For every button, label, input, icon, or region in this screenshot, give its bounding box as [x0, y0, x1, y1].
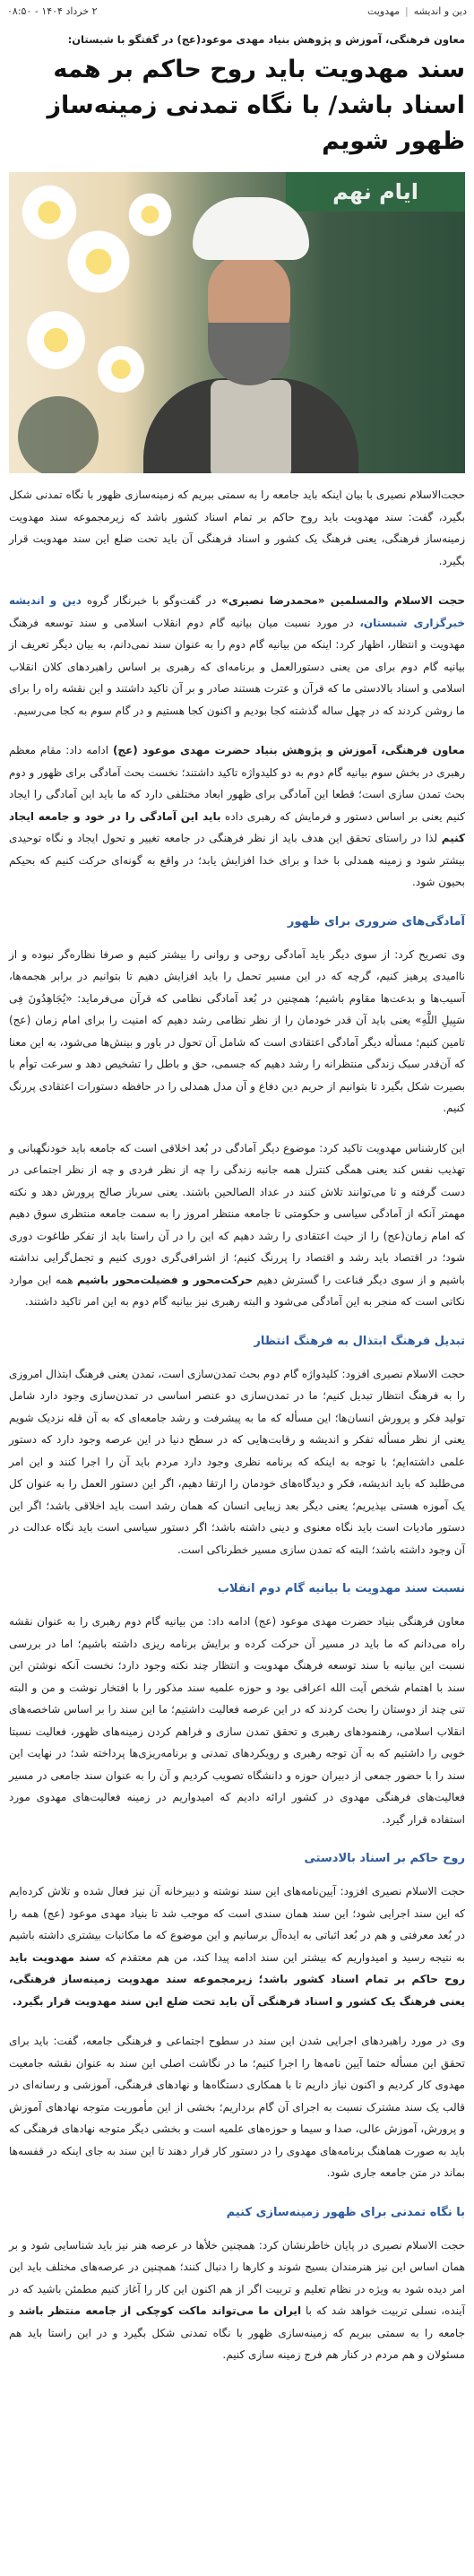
- section-heading-1: آمادگی‌های ضروری برای ظهور: [287, 914, 465, 929]
- photo-banner: ایام نهم: [286, 172, 465, 212]
- paragraph-2: معاون فرهنگی، آموزش و پژوهش بنیاد حضرت مهدی موعود (عج) ادامه داد: مقام معظم رهبری در بخش سوم بیانیه گام دوم به دو کلیدواژه تاکید داشتند؛ نخست بحث آمادگی برای ظهور و دوم بحث تمدن سازی است؛ قطعا این آمادگی برای ظهور ابعاد مختلفی دارد که ما باید این آمادگی را ایجاد کنیم یعنی بر اساس دستور و فرمایش که رهبری داده باید این آمادگی را در خود و جامعه ایجاد کنیم لذا در راستای تحقق این هدف باید از نظر فرهنگی در جامعه تغییر و تحول ایجاد و نگاه توحیدی بیشتر شود و زمینه همدلی با خدا و برای خدا افزایش یابد؛ در واقع به گونه‌ای حرکت کنیم که بحیکم بحیون شود.: [9, 744, 465, 888]
- breadcrumb-section[interactable]: دین و اندیشه: [413, 4, 467, 17]
- paragraph-6: معاون فرهنگی بنیاد حضرت مهدی موعود (عج) ادامه داد: من بیانیه گام دوم رهبری را به عنوان نقشه راه می‌دانم که ما باید در مسیر آن حرکت کرده و برایش برنامه ریزی داشته باشیم؛ اما در بررسی نسبت این بیانیه با سند توسعه فرهنگ مهدویت و انتظار چند نکته وجود دارد؛ نخست آنکه نوشتن این سند با اهتمام شخص آیت الله اعرافی بود و حوزه علمیه سند مذکور را با افتخار نوشت و من و البته تنی چند از دوستان را بحث کردند که در این عرصه فعالیت داشتیم؛ ما این سند را بر اساس شاخصه‌های انقلاب اسلامی، رهنمودهای رهبری و تحقق تمدن سازی و فراهم کردن زمینه‌های ظهور، فعالیت نسبتا خوبی را داشتیم که به آن توجه رهبری و رویکردهای تمدنی و برنامه‌ریزی‌ها پرداخته شد؛ در نهایت این سند را با حضور جمعی از دبیران حوزه و دانشگاه تصویب کردیم و آن را به عنوان سند جامعی در مسیر فعالیت‌های فرهنگی مهدوی در کشور ارائه دادیم که امیدواریم در زمینه فعالیت‌های مهدوی مورد استفاده قرار گیرد.: [9, 1615, 465, 1826]
- section-heading-3: نسبت سند مهدویت با بیانیه گام دوم انقلاب: [217, 1582, 465, 1595]
- paragraph-7: حجت الاسلام نصیری افزود: آیین‌نامه‌های این سند نوشته و دبیرخانه آن نیز فعال شده و تلاش کرده‌ایم که این سند اجرایی شود؛ این سند همان سندی است که موجب شد تا بنیاد مهدی موعود (عج) همه را در بُعد معرفتی و هم در بُعد اثباتی به ایده‌آل برسانیم و این موضوع که ما مکاتبات بیشتری داشته باشیم به نتیجه رسید و امیدواریم که بیشتر این سند ادامه پیدا کند، من هم معتقدم که سند مهدویت باید روح حاکم بر تمام اسناد کشور باشد؛ زیرمجموعه سند مهدویت زمینه‌ساز فرهنگی، یعنی فرهنگ یک کشور و اسناد فرهنگی آن باید تحت ضلع این سند مهدویت قرار بگیرد.: [9, 1885, 465, 2008]
- decorative-flower: [22, 307, 90, 374]
- section-heading-5: با نگاه تمدنی برای ظهور زمینه‌سازی کنیم: [226, 2205, 465, 2219]
- article-title: سند مهدویت باید روح حاکم بر همه اسناد باشد/ با نگاه تمدنی زمینه‌ساز ظهور شویم: [47, 56, 465, 155]
- decorative-flower: [18, 181, 81, 244]
- article-intro: حجت‌الاسلام نصیری با بیان اینکه باید جامعه را به سمتی ببریم که زمینه‌سازی ظهور با نگاه تمدنی شکل بگیرد، گفت: سند مهدویت باید روح حاکم بر تمام اسناد کشور باشد که زیرمجموعه سند مهدویت زمینه‌ساز فرهنگی، یعنی فرهنگ یک کشور و اسناد فرهنگی آن باید تحت ضلع این سند مهدویت قرار بگیرد.: [9, 488, 465, 567]
- paragraph-3: وی تصریح کرد: از سوی دیگر باید آمادگی روحی و روانی را بیشتر کنیم و صرفا نظاره‌گر نبوده و از ناامیدی پرهیز کنیم، گرچه که در این مسیر تحمل را باید افزایش دهیم تا بتوانیم در برابر هجمه‌ها، آسیب‌ها و بدعت‌ها مقاوم باشیم؛ همچنین در بُعد آمادگی نظامی که قرآن می‌فرماید: «یُجَاهِدُونَ فِی سَبِیلِ اللَّهِ» یعنی باید آن قدر خودمان را از نظر نظامی رشد دهیم که امنیت را برای امام زمان (عج) تامین کنیم؛ مسأله دیگر آمادگی اعتقادی است که شامل آن تحول در باور و بینش‌ها می‌شود، به این معنا که آن‌قدر سبک زندگی منتظرانه را رشد دهیم که جسمی، حق و باطل را تشخیص دهد و سرعت توأم با بصیرت شکل بگیرد تا بتوانیم از حریم دین دفاع و آن مدل همدلی را در حافظه دستورات اعتقادی پررنگ کنیم.: [9, 947, 465, 1114]
- microphone-shape: [18, 396, 99, 473]
- speaker-name: حجت الاسلام والمسلمین «محمدرضا نصیری»: [221, 594, 465, 607]
- publish-date: ۲ خرداد ۱۴۰۴ - ۰۸:۵۰: [7, 4, 98, 17]
- article-lead-kicker: معاون فرهنگی، آموزش و پژوهش بنیاد مهدی موعود(عج) در گفتگو با شبستان:: [67, 33, 465, 46]
- breadcrumb-separator: |: [404, 4, 409, 17]
- paragraph-9: حجت الاسلام نصیری در پایان خاطرنشان کرد: همچنین خلأها در عرصه هنر نیز باید شناسایی شود و بر همان اساس این نیز هنرمندان بسیج شوند و کارها را دنبال کنند؛ همچنین در عرصه‌های مختلف باید این امر دیده شود به ویژه در نظام تعلیم و تربیت اگر از هم اکنون این کار را آغاز کنیم مطمئن باشید که در آینده، نسلی تربیت خواهد شد که با ایران ما می‌تواند ماکت کوچکی از جامعه منتظر باشد و جامعه را به سمتی ببریم که زمینه‌سازی ظهور با نگاه تمدنی شکل بگیرد و در این راستا باید هم مسئولان و هم مردم در کنار هم فرج زمینه سازی کنیم.: [9, 2238, 465, 2361]
- decorative-flower: [125, 190, 175, 239]
- section-heading-2: تبدیل فرهنگ ابتذال به فرهنگ انتظار: [254, 1334, 465, 1348]
- portrait-beard: [208, 323, 290, 385]
- agency-link[interactable]: دین و اندیشه خبرگزاری شبستان،: [9, 594, 465, 629]
- breadcrumb: [367, 5, 467, 17]
- paragraph-1: حجت الاسلام والمسلمین «محمدرضا نصیری» در گفت‌وگو با خبرنگار گروه دین و اندیشه خبرگزاری شبستان، در مورد نسبت میان بیانیه گام دوم انقلاب اسلامی و سند توسعه فرهنگ مهدویت و انتظار، اظهار کرد: اینکه من بیانیه گام دوم را به عنوان سند نمی‌دانم، به بیان دیگر تعریف از بیانیه گام دوم برای من یعنی دستورالعمل و برنامه‌ای که رهبری بر اساس راهبردهای کلان انقلاب اسلامی و اسناد بالادستی ما که قرآن و عترت هستند صادر و بر آن تاکید داشتند و این نقشه راه را برای ما روشن کردند که در چهل ساله گذشته کجا بودیم و اکنون کجا هستیم و در گام سوم به کجا می‌رسیم.: [9, 594, 465, 717]
- top-bar: [0, 0, 474, 22]
- breadcrumb-subsection[interactable]: مهدویت: [367, 4, 400, 17]
- portrait-collar: [211, 380, 291, 473]
- decorative-flower: [63, 226, 134, 298]
- article-photo: [9, 172, 465, 473]
- paragraph-5: حجت الاسلام نصیری افزود: کلیدواژه گام دوم بحث تمدن‌سازی است، تمدن یعنی فرهنگ ابتذال امروزی را به فرهنگ انتظار تبدیل کنیم؛ ما در تمدن‌سازی دو عنصر اساسی در تمدن‌سازی وجود دارد شامل تولید فکر و پرورش انسان‌ها؛ این مسأله که ما به پیشرفت و رشد جامعه‌ای که به آن قله نزدیک شویم یعنی از نظر مسأله تفکر و اندیشه و رقابت‌هایی که در سطح دنیا در این عرصه وجود دارد که دستور علمی داشته‌ایم؛ با توجه به اینکه که برنامه نظری وجود دارد مردم باید آن را اجرا کنند و این امر می‌طلبد که باید اندیشه، فکر و دیدگاه‌های خودمان را ارتقا دهیم، اگر این دستور العمل را به عنوان کل یک آموزه هستی بپذیریم؛ یعنی دیگر بعد زیبایی انسان که همان رشد است باید اخلاقی باشد؛ اگر این دستور مادیات است باید نگاه معنوی و دینی داشته باشد؛ اگر دستور سیاسی است باید نگاه عدالت در آن وجود داشته باشد؛ البته که تمدن سازی مسیر خطرناکی است.: [8, 1367, 465, 1556]
- paragraph-4: این کارشناس مهدویت تاکید کرد: موضوع دیگر آمادگی در بُعد اخلاقی است که جامعه باید خودنگهبانی و تهذیب نفس کند یعنی همگی کنترل همه جانبه زندگی را چه از نظر فردی و چه از نظر اجتماعی در دست گرفته و تا می‌توانند تلاش کنند در عداد الصالحین باشند. یعنی سرباز صالح پرورش دهد و نکته مهمتر آنکه از آمادگی سیاسی و حکومتی تا جامعه منتظر امروز را به سمت جامعه منتظری سوق دهیم که امام زمان(عج) را از حیث اعتقادی را رشد دهیم که این را در آن راستا باید از تفکر طاغوت دوری شود؛ در اقتصاد باید رشد و اقتصاد را پررنگ کنیم؛ از اشرافی‌گری دوری کنیم و تجمل‌گرایی نداشته باشیم و از سوی دیگر قناعت را گسترش دهیم حرکت‌محور و فضیلت‌محور باشیم همه این موارد نکاتی است که منجر به این آمادگی می‌شود و البته رهبری نیز بیانیه گام دوم به این امر تاکید داشتند.: [9, 1141, 465, 1308]
- paragraph-8: وی در مورد راهبردهای اجرایی شدن این سند در سطوح اجتماعی و فرهنگی جامعه، گفت: باید برای تحقق این مسأله حتما آیین نامه‌ها را اجرا کنیم؛ ما در نگاشت اصلی این سند به عنوان نقشه جامعیت مهدوی کار کردیم و اکنون نیاز داریم تا با همکاری دستگاه‌ها و نهادهای فرهنگی، آموزشی و رسانه‌ای در قالب یک سند مشترک نسبت به اجرای آن گام برداریم؛ بخشی از این مأموریت متوجه نهادهای آموزش و پرورش، آموزش عالی، صدا و سیما و حوزه‌های علمیه است و بخشی دیگر متوجه نهادهای فرهنگی که باید به صورت هماهنگ برنامه‌های مهدوی را در دستور کار قرار دهند تا این سند به جای اینکه در قفسه‌ها بماند در متن جامعه جاری شود.: [9, 2035, 465, 2179]
- section-heading-4: روح حاکم بر اسناد بالادستی: [304, 1852, 465, 1865]
- decorative-flower: [94, 342, 148, 396]
